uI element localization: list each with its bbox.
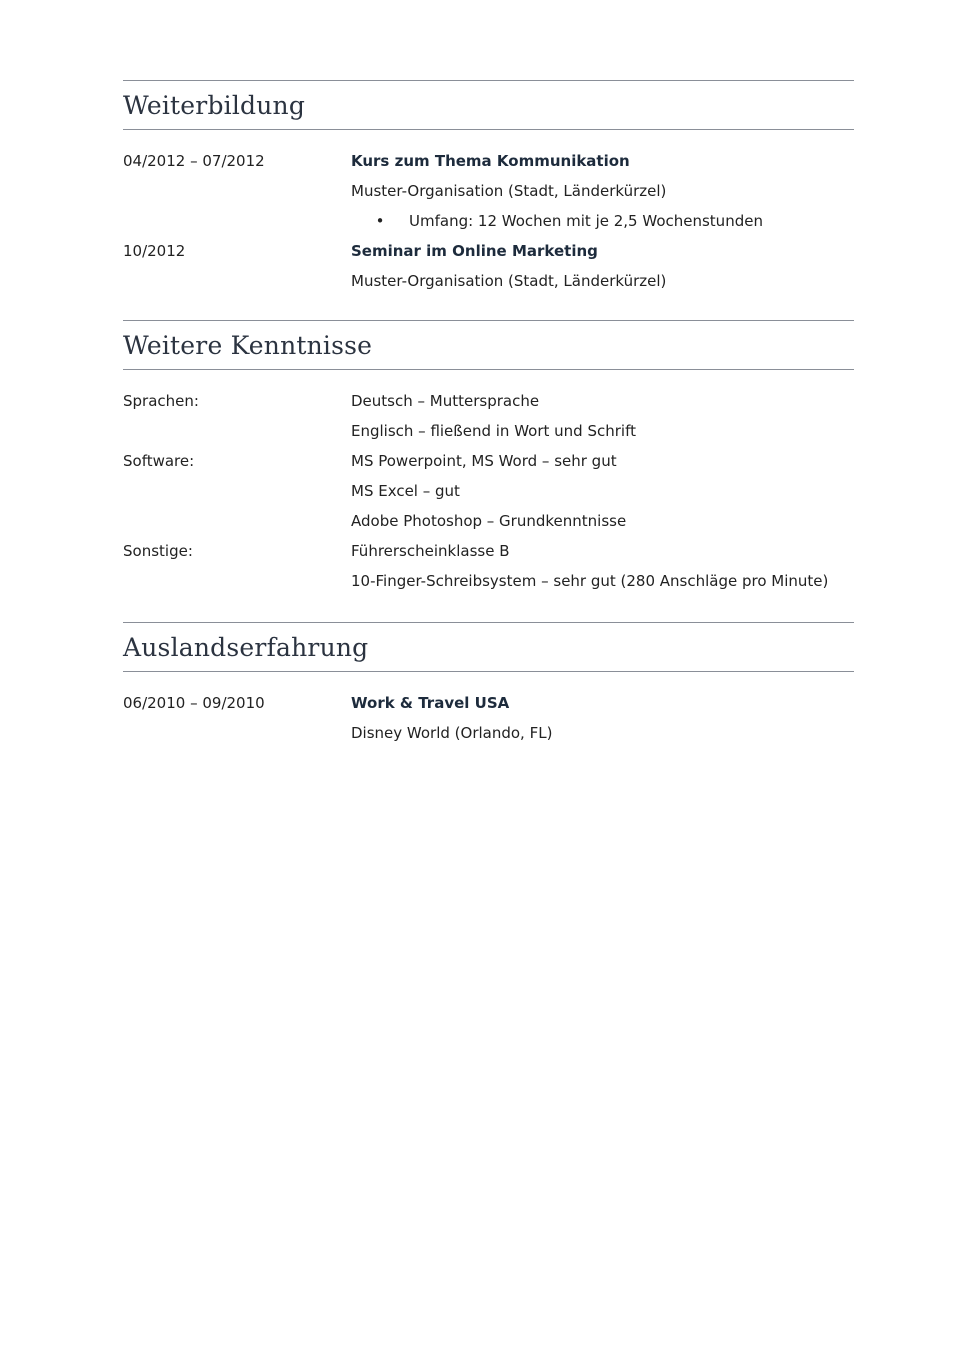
skill-row: [123, 536, 854, 566]
skill-item: Englisch – fließend in Wort und Schrift: [351, 422, 636, 440]
skill-row: [123, 386, 854, 416]
skill-row: [123, 446, 854, 476]
skill-row: [123, 506, 854, 536]
skill-item: Adobe Photoshop – Grundkenntnisse: [351, 512, 627, 530]
skill-item: Deutsch – Muttersprache: [351, 392, 540, 410]
skill-category-label: Software:: [123, 452, 195, 470]
skill-item: MS Powerpoint, MS Word – sehr gut: [351, 452, 617, 470]
skill-item: MS Excel – gut: [351, 482, 460, 500]
section-title-kenntnisse: Weitere Kenntnisse: [123, 331, 373, 360]
bullet-item: [351, 206, 854, 236]
skill-category-label: Sonstige:: [123, 542, 193, 560]
entry-title: Seminar im Online Marketing: [351, 242, 598, 260]
entry-organization: Muster-Organisation (Stadt, Länderkürzel): [351, 182, 667, 200]
entry-date: 10/2012: [123, 242, 186, 260]
bullet-text: Umfang: 12 Wochen mit je 2,5 Wochenstunden: [409, 212, 763, 230]
entry-place: Disney World (Orlando, FL): [351, 724, 553, 742]
entry-date: 04/2012 – 07/2012: [123, 152, 265, 170]
entry-title: Kurs zum Thema Kommunikation: [351, 152, 630, 170]
skill-item: 10-Finger-Schreibsystem – sehr gut (280 Anschläge pro Minute): [351, 572, 829, 590]
cv-page: [123, 80, 854, 748]
ausland-entries: [123, 672, 854, 748]
entry-row: [123, 688, 854, 718]
entry-organization: Muster-Organisation (Stadt, Länderkürzel): [351, 272, 667, 290]
entry-row: [123, 176, 854, 206]
skill-row: [123, 566, 854, 596]
skill-row: [123, 416, 854, 446]
kenntnisse-entries: [123, 370, 854, 596]
bullet-icon: •: [375, 212, 385, 230]
entry-bullet-row: [123, 206, 854, 236]
section-title-auslandserfahrung: Auslandserfahrung: [123, 633, 369, 662]
section-kenntnisse: [123, 320, 854, 596]
entry-row: [123, 236, 854, 266]
entry-row: [123, 146, 854, 176]
section-weiterbildung: [123, 80, 854, 296]
entry-title: Work & Travel USA: [351, 694, 510, 712]
section-auslandserfahrung: [123, 622, 854, 748]
section-title-weiterbildung: Weiterbildung: [123, 91, 306, 120]
skill-item: Führerscheinklasse B: [351, 542, 510, 560]
skill-category-label: Sprachen:: [123, 392, 199, 410]
skill-row: [123, 476, 854, 506]
weiterbildung-entries: [123, 130, 854, 296]
entry-date: 06/2010 – 09/2010: [123, 694, 265, 712]
entry-row: [123, 266, 854, 296]
entry-row: [123, 718, 854, 748]
